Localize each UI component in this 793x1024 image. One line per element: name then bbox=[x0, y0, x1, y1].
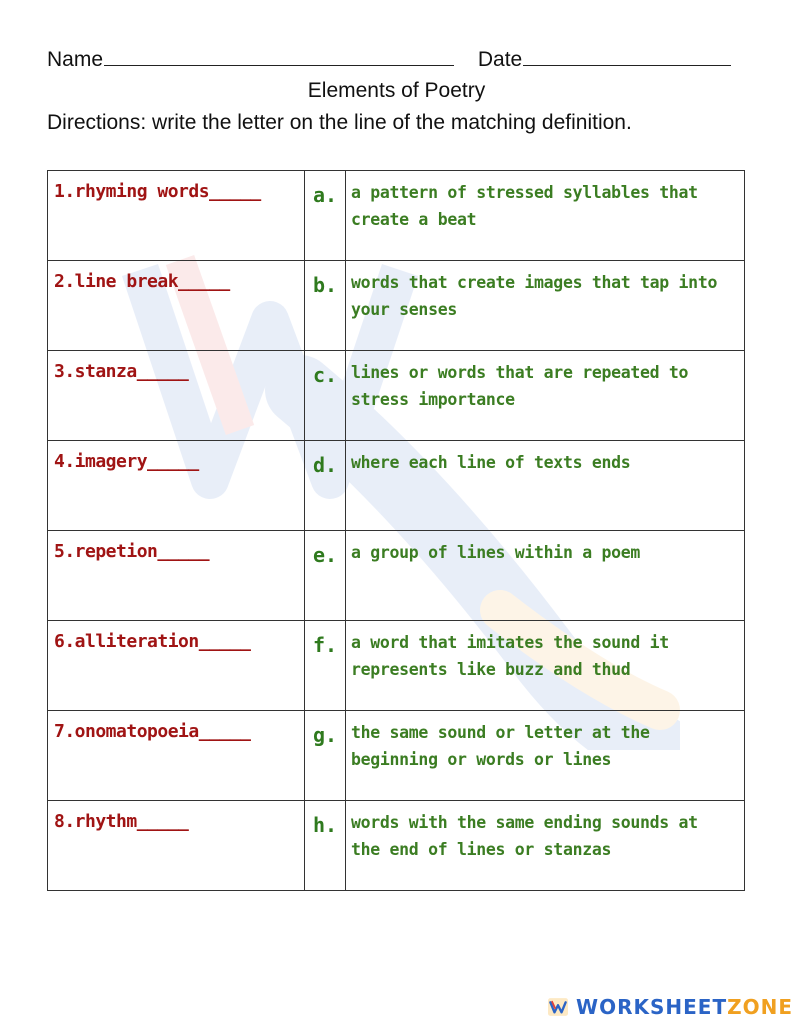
term-text[interactable]: 4.imagery_____ bbox=[54, 451, 199, 472]
table-row bbox=[48, 261, 745, 351]
matching-table bbox=[47, 170, 745, 891]
letter-cell bbox=[305, 801, 346, 891]
definition-text: a word that imitates the sound it represents like buzz and thud bbox=[351, 633, 669, 679]
brand-name-part2: ZONE bbox=[727, 995, 793, 1019]
letter-text: h. bbox=[313, 813, 338, 837]
definition-text: a group of lines within a poem bbox=[351, 543, 641, 562]
table-row bbox=[48, 171, 745, 261]
definition-cell bbox=[346, 441, 745, 531]
table-row bbox=[48, 801, 745, 891]
date-label: Date bbox=[477, 48, 523, 71]
letter-cell bbox=[305, 171, 346, 261]
definition-cell bbox=[346, 531, 745, 621]
table-row bbox=[48, 441, 745, 531]
definition-text: lines or words that are repeated to stress importance bbox=[351, 363, 689, 409]
name-blank-line[interactable] bbox=[104, 47, 454, 66]
definition-text: a pattern of stressed syllables that create a beat bbox=[351, 183, 698, 229]
definition-text: words with the same ending sounds at the end of lines or stanzas bbox=[351, 813, 698, 859]
term-text[interactable]: 3.stanza_____ bbox=[54, 361, 189, 382]
term-text[interactable]: 2.line break_____ bbox=[54, 271, 230, 292]
letter-cell bbox=[305, 351, 346, 441]
table-row bbox=[48, 711, 745, 801]
worksheet-title: Elements of Poetry bbox=[307, 79, 486, 102]
term-cell bbox=[48, 171, 305, 261]
definition-cell bbox=[346, 351, 745, 441]
brand-name-part1: WORKSHEET bbox=[576, 995, 728, 1019]
letter-text: g. bbox=[313, 723, 338, 747]
definition-text: words that create images that tap into your senses bbox=[351, 273, 718, 319]
definition-cell bbox=[346, 621, 745, 711]
directions-text: Directions: write the letter on the line of the matching definition. bbox=[47, 111, 632, 134]
term-cell bbox=[48, 261, 305, 351]
term-text[interactable]: 5.repetion_____ bbox=[54, 541, 210, 562]
term-text[interactable]: 8.rhythm_____ bbox=[54, 811, 189, 832]
definition-cell bbox=[346, 711, 745, 801]
brand-name bbox=[576, 995, 793, 1019]
term-cell bbox=[48, 531, 305, 621]
table-row bbox=[48, 621, 745, 711]
worksheetzone-w-logo-icon bbox=[548, 992, 568, 1022]
name-date-row bbox=[47, 47, 747, 72]
definition-text: where each line of texts ends bbox=[351, 453, 631, 472]
letter-text: e. bbox=[313, 543, 338, 567]
term-text[interactable]: 7.onomatopoeia_____ bbox=[54, 721, 251, 742]
letter-text: b. bbox=[313, 273, 338, 297]
letter-text: a. bbox=[313, 183, 338, 207]
term-cell bbox=[48, 711, 305, 801]
table-row bbox=[48, 351, 745, 441]
letter-cell bbox=[305, 441, 346, 531]
definition-cell bbox=[346, 171, 745, 261]
worksheetzone-brand[interactable] bbox=[548, 990, 793, 1024]
letter-cell bbox=[305, 261, 346, 351]
letter-text: d. bbox=[313, 453, 338, 477]
term-cell bbox=[48, 351, 305, 441]
name-label: Name bbox=[47, 48, 104, 71]
term-cell bbox=[48, 441, 305, 531]
letter-cell bbox=[305, 621, 346, 711]
definition-text: the same sound or letter at the beginning or words or lines bbox=[351, 723, 650, 769]
letter-text: f. bbox=[313, 633, 338, 657]
date-blank-line[interactable] bbox=[523, 47, 731, 66]
term-text[interactable]: 1.rhyming words_____ bbox=[54, 181, 261, 202]
definition-cell bbox=[346, 261, 745, 351]
term-text[interactable]: 6.alliteration_____ bbox=[54, 631, 251, 652]
table-row bbox=[48, 531, 745, 621]
term-cell bbox=[48, 801, 305, 891]
term-cell bbox=[48, 621, 305, 711]
definition-cell bbox=[346, 801, 745, 891]
letter-cell bbox=[305, 711, 346, 801]
letter-text: c. bbox=[313, 363, 338, 387]
letter-cell bbox=[305, 531, 346, 621]
